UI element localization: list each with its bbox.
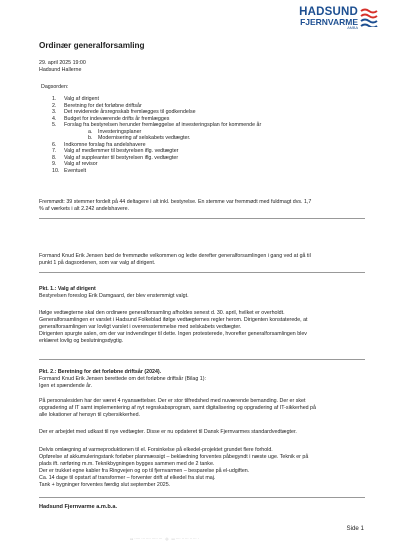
pkt2-lead: Formand Knud Erik Jensen berettede om det forløbne driftsår (Bilag 1): — [39, 376, 206, 382]
pkt2-para3-line: Tank + bygninger forventes færdig slut september 2025. — [39, 482, 171, 488]
agenda-item: 4. Budget for indeværende drifts år fremlægges — [52, 115, 170, 122]
meeting-datetime: 29. april 2025 19:00 — [39, 60, 86, 66]
agenda-sublist — [88, 129, 190, 142]
company-logo — [268, 6, 378, 32]
meeting-location: Hadsund Hallerne — [39, 67, 82, 73]
pkt2-para3-line: Opførelse af akkumuleringstank forløber planmæssigt – beklædning forventes påbegyndt i næste uge. Teknik er på — [39, 454, 309, 460]
agenda-subitem: a. Investeringsplaner — [88, 128, 142, 135]
pkt1-lead: Bestyrelsen foreslog Erik Damgaard, der blev enstemmigt valgt. — [39, 293, 189, 299]
logo-line3: AMBA — [347, 26, 358, 30]
pkt2-para2: Der er arbejdet med udkast til nye vedtægter. Disse er nu opdateret til Dansk Fjernvarmes standardvedtægter. — [39, 429, 297, 435]
pkt1-line: Ifølge vedtægterne skal den ordinære generalforsamling afholdes senest d. 30. april, hvilket er overholdt. — [39, 310, 285, 316]
agenda-item: 9. Valg af revisor — [52, 161, 98, 167]
divider — [39, 359, 365, 360]
pkt1-line: generalforsamlingen var lovligt varslet i overensstemmelse med selskabets vedtægter. — [39, 324, 242, 330]
divider — [39, 218, 365, 219]
pkt2-para3-line: Delvis omlægning af varmeproduktionen til el. Forsinkelse på elkedel-projektet grundet flere forhold. — [39, 447, 273, 453]
agenda-item: 3. Det reviderede årsregnskab fremlægges til godkendelse — [52, 109, 196, 115]
pkt1-line: erklæret lovlig og beslutningsdygtig. — [39, 338, 124, 344]
logo-line2: FJERNVARME — [300, 17, 358, 27]
agenda-item: 1. Valg af dirigent — [52, 96, 99, 102]
agenda-item: 6. Indkomne forslag fra andelshavere — [52, 141, 146, 148]
wave-icon — [360, 7, 378, 27]
pkt2-para3-line: Der er trukket egne kabler fra Ringvejen og op til fjernvarmen – besparelse på el-udgiften. — [39, 468, 250, 474]
page-title: Ordinær generalforsamling — [39, 41, 145, 50]
agenda-item: 2. Beretning for det forløbne driftsår — [52, 102, 142, 109]
footer-divider — [39, 497, 365, 498]
pkt2-para1-line: alle lokationer af hensyn til cybersikkerhed. — [39, 412, 140, 418]
intro-line1: Formand Knud Erik Jensen bød de fremmødte velkommen og ledte derefter generalforsamlingen i gang ved at gå til — [39, 253, 311, 259]
pkt1-line: Generalforsamlingen er varslet i Hadsund Folkeblad ifølge vedtægternes regler herom. Dirigenten konstaterede, at — [39, 317, 308, 323]
agenda-item: 7. Valg af medlemmer til bestyrelsen iflg. vedtægter — [52, 148, 179, 154]
agenda-heading: Dagsorden: — [41, 84, 69, 90]
attendance-line1: Fremmødt: 39 stemmer fordelt på 44 deltagere i alt inkl. bestyrelse. En stemme var fremmødt med fuldmagt dvs. 1,7 — [39, 199, 312, 205]
divider — [39, 272, 365, 273]
pkt2-para3-line: Ca. 14 dage til opstart af transformer – forventer drift af elkedel fra slut maj. — [39, 475, 216, 481]
page-number: Side 1 — [346, 525, 364, 532]
pkt2-para1-line: På personalesiden har der været 4 nyansættelser. Der er stor tilfredshed med nuværende bemanding. Der er sket — [39, 398, 306, 404]
agenda-subitem: b. Modernisering af selskabets vedtægter. — [88, 135, 191, 141]
pkt2-heading: Pkt. 2.: Beretning for det forløbne driftsår (2024). — [39, 369, 162, 375]
pkt1-heading: Pkt. 1.: Valg af dirigent — [39, 286, 96, 292]
pkt2-para1-line: opgradering af IT samt implementering af nyt regnskabsprogram, samt digitalisering og opgradering af IT-sikkerhed på — [39, 405, 316, 411]
agenda-item: 5. Forslag fra bestyrelsen herunder fremlæggelse af investeringsplan for kommende år — [52, 122, 262, 128]
intro-line2: punkt 1 på dagsordenen, som var valg af dirigent. — [39, 260, 156, 266]
agenda-item: 8. Valg af suppleanter til bestyrelsen iflg. vedtægter — [52, 154, 179, 161]
attendance-line2: % af værkets i alt 2.242 andelshavere. — [39, 206, 130, 212]
footer-contact-line: ▭ ····· ··· ···· ····· ··· ◎ ▭ ···· ·· ··· ·· ··· · — [130, 537, 199, 541]
pkt1-line: Dirigenten spurgte salen, om der var indvendinger til dette. Ingen protesterede, hvorefter generalforsamlingen blev — [39, 331, 307, 337]
logo-line1: HADSUND — [299, 6, 358, 18]
pkt2-lead: Igen et spændende år. — [39, 383, 93, 389]
agenda-item: 10. Eventuelt — [52, 167, 87, 174]
pkt2-para3-line: plads ift. rørføring m.m. Teknikbygningen bygges sammen med de 2 tanke. — [39, 461, 215, 467]
footer-company: Hadsund Fjernvarme a.m.b.a. — [39, 504, 118, 510]
